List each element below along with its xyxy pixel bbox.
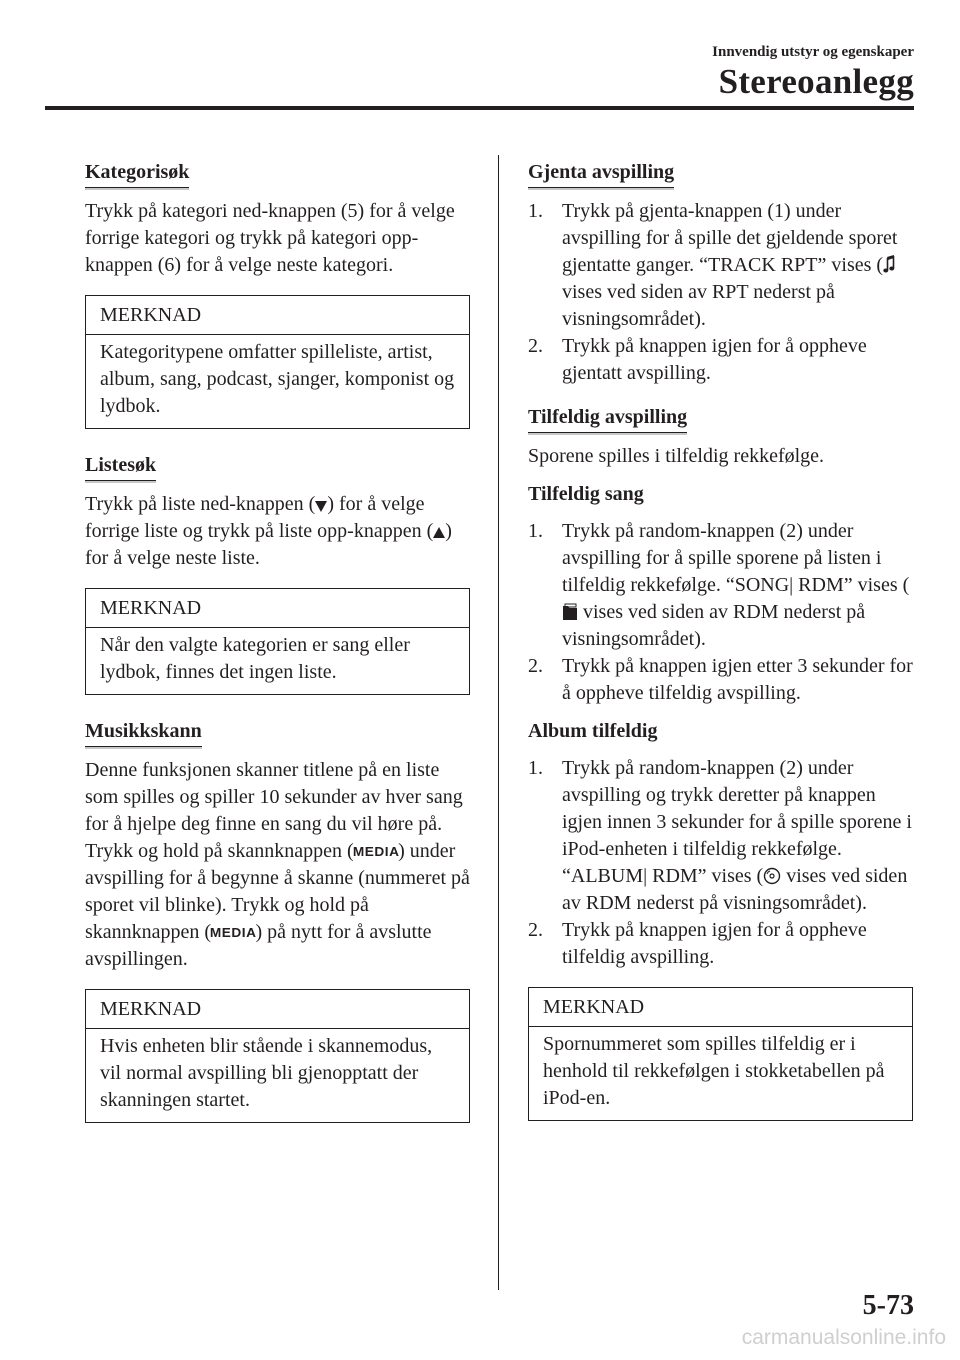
header-title: Stereoanlegg — [718, 62, 914, 101]
subheading-album-tilfeldig: Album tilfeldig — [528, 720, 658, 742]
note-body: Spornummeret som spilles tilfeldig er i henhold til rekkefølgen i stokketabellen på iPod-en. — [543, 1033, 885, 1109]
note-body: Kategoritypene omfatter spilleliste, artist, album, sang, podcast, sjanger, komponist og lydbok. — [100, 341, 455, 417]
section-heading-tilfeldig: Tilfeldig avspilling — [528, 403, 687, 433]
list-item: 2. Trykk på knappen igjen etter 3 sekunder for å oppheve tilfeldig avspilling. — [528, 655, 913, 704]
section-heading-kategorisok: Kategorisøk — [85, 158, 189, 188]
kategorisok-text: Trykk på kategori ned-knappen (5) for å velge forrige kategori og trykk på kategori opp-knappen (6) for å velge neste kategori. — [85, 200, 455, 276]
section-heading-gjenta: Gjenta avspilling — [528, 158, 674, 188]
musikkskann-instructions: Trykk og hold på skannknappen (MEDIA) under avspilling for å begynne å skanne (nummeret på sporet vil blinke). Trykk og hold på skannknappen (MEDIA) på nytt for å avslutte avspillingen. — [85, 840, 470, 970]
listesok-text: Trykk på liste ned-knappen ( ) for å velge forrige liste og trykk på liste opp-knappen ( ) for å velge neste liste. — [85, 493, 452, 569]
header-subtitle: Innvendig utstyr og egenskaper — [712, 44, 914, 60]
column-divider — [498, 155, 499, 1290]
section-heading-musikkskann: Musikkskann — [85, 717, 202, 747]
album-tilfeldig-steps — [528, 755, 914, 971]
left-column — [85, 158, 470, 1123]
note-box-2 — [85, 588, 470, 695]
note-box-1 — [85, 295, 470, 429]
right-column — [528, 158, 914, 1121]
triangle-up-icon — [433, 526, 445, 540]
list-item: 2. Trykk på knappen igjen for å oppheve gjentatt avspilling. — [528, 335, 867, 384]
gjenta-steps — [528, 198, 914, 387]
list-item: 1. Trykk på random-knappen (2) under avspilling for å spille sporene på listen i tilfeldig rekkefølge. “SONG| RDM” vises ( vises ved siden av RDM nederst på visningsområdet). — [528, 520, 910, 650]
subheading-tilfeldig-sang: Tilfeldig sang — [528, 483, 644, 505]
list-item: 2. Trykk på knappen igjen for å oppheve tilfeldig avspilling. — [528, 919, 867, 968]
music-note-icon — [883, 254, 895, 274]
note-heading: MERKNAD — [529, 988, 912, 1027]
note-heading: MERKNAD — [86, 990, 469, 1029]
list-item: 1. Trykk på gjenta-knappen (1) under avspilling for å spille det gjeldende sporet gjentatte ganger. “TRACK RPT” vises (vises ved siden av RPT nederst på visningsområdet). — [528, 200, 898, 330]
disc-icon — [763, 867, 781, 885]
tilfeldig-text: Sporene spilles i tilfeldig rekkefølge. — [528, 445, 825, 467]
note-heading: MERKNAD — [86, 296, 469, 335]
media-button-icon: MEDIA — [209, 925, 257, 940]
note-body: Når den valgte kategorien er sang eller lydbok, finnes det ingen liste. — [100, 634, 410, 683]
note-box-4 — [528, 987, 913, 1121]
folder-icon — [562, 603, 578, 621]
note-box-3 — [85, 989, 470, 1123]
triangle-down-icon — [315, 499, 327, 513]
section-heading-listesok: Listesøk — [85, 451, 156, 481]
tilfeldig-sang-steps — [528, 518, 914, 707]
media-button-icon: MEDIA — [352, 844, 400, 859]
watermark: carmanualsonline.info — [741, 1326, 946, 1349]
page-number: 5-73 — [862, 1290, 914, 1321]
note-body: Hvis enheten blir stående i skannemodus, vil normal avspilling bli gjenopptatt der skanningen startet. — [100, 1035, 433, 1111]
note-heading: MERKNAD — [86, 589, 469, 628]
list-item: 1. Trykk på random-knappen (2) under avspilling og trykk deretter på knappen igjen innen 3 sekunder for å spille sporene i iPod-enheten i tilfeldig rekkefølge. “ALBUM| RDM” vises ( vises ved siden av RDM nederst på visningsområdet). — [528, 757, 912, 914]
musikkskann-text: Denne funksjonen skanner titlene på en liste som spilles og spiller 10 sekunder av hver sang for å hjelpe deg finne en sang du vil høre på. — [85, 759, 463, 835]
header-rule — [45, 106, 914, 110]
